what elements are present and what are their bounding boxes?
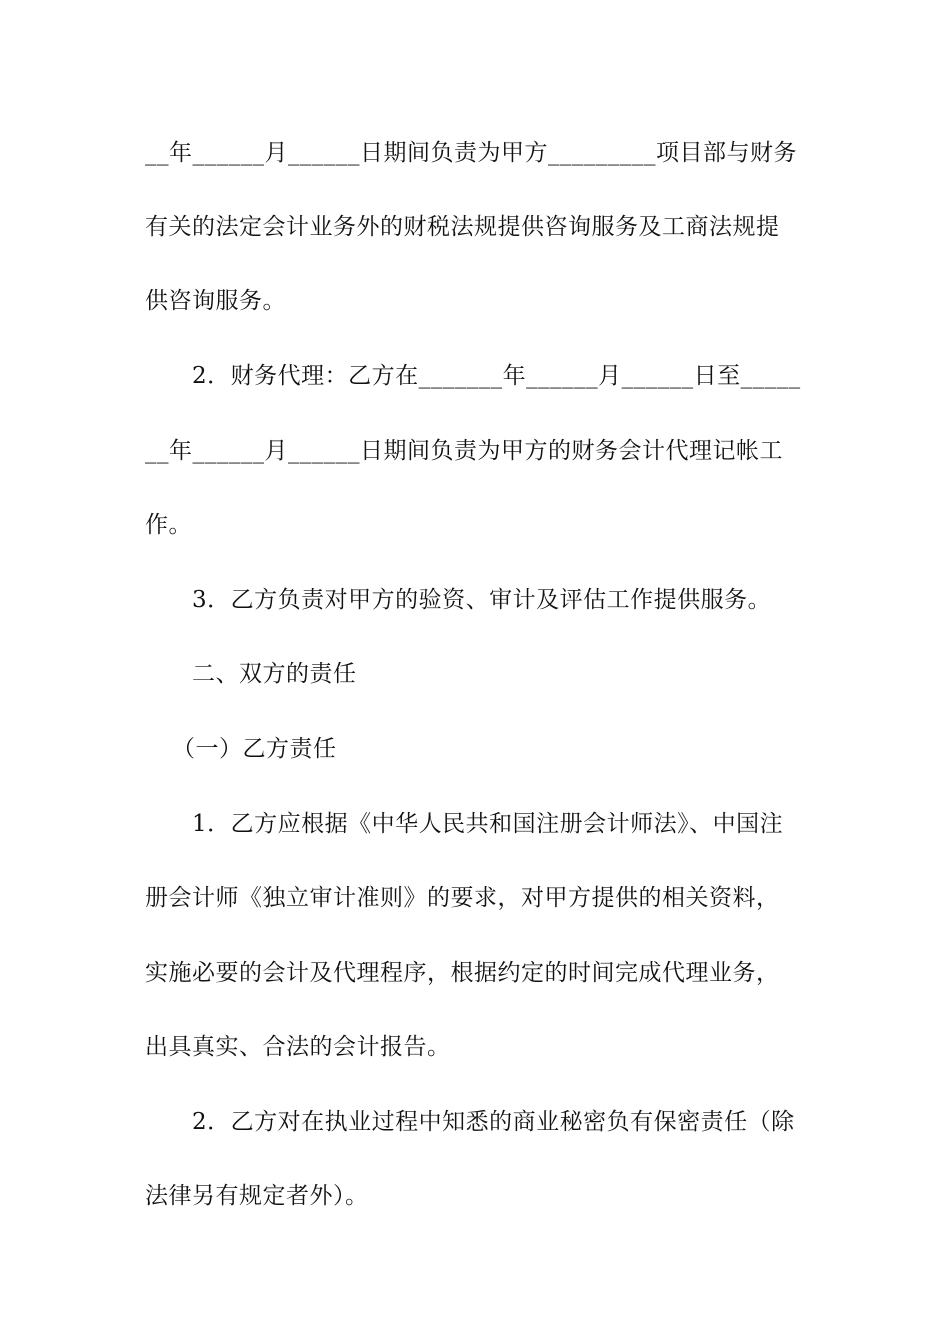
text-line-4: 2．财务代理：乙方在_______年______月______日至_____ [192,363,801,389]
text-line-3: 供咨询服务。 [145,288,286,314]
text-line-15: 法律另有规定者外）。 [145,1183,369,1209]
text-line-1: __年______月______日期间负责为甲方_________项目部与财务 [145,140,797,166]
section-heading-responsibilities: 二、双方的责任 [192,661,357,687]
text-line-7: 3．乙方负责对甲方的验资、审计及评估工作提供服务。 [192,587,772,613]
text-line-12: 实施必要的会计及代理程序，根据约定的时间完成代理业务， [145,960,780,986]
text-line-13: 出具真实、合法的会计报告。 [145,1034,451,1060]
subsection-heading-party-b: （一）乙方责任 [172,736,337,762]
text-line-10: 1．乙方应根据《中华人民共和国注册会计师法》、中国注 [192,811,784,837]
text-line-2: 有关的法定会计业务外的财税法规提供咨询服务及工商法规提 [145,214,780,240]
text-line-5: __年______月______日期间负责为甲方的财务会计代理记帐工 [145,438,783,464]
text-line-11: 册会计师《独立审计准则》的要求，对甲方提供的相关资料， [145,885,780,911]
text-line-14: 2．乙方对在执业过程中知悉的商业秘密负有保密责任（除 [192,1109,795,1135]
text-line-6: 作。 [145,512,192,538]
